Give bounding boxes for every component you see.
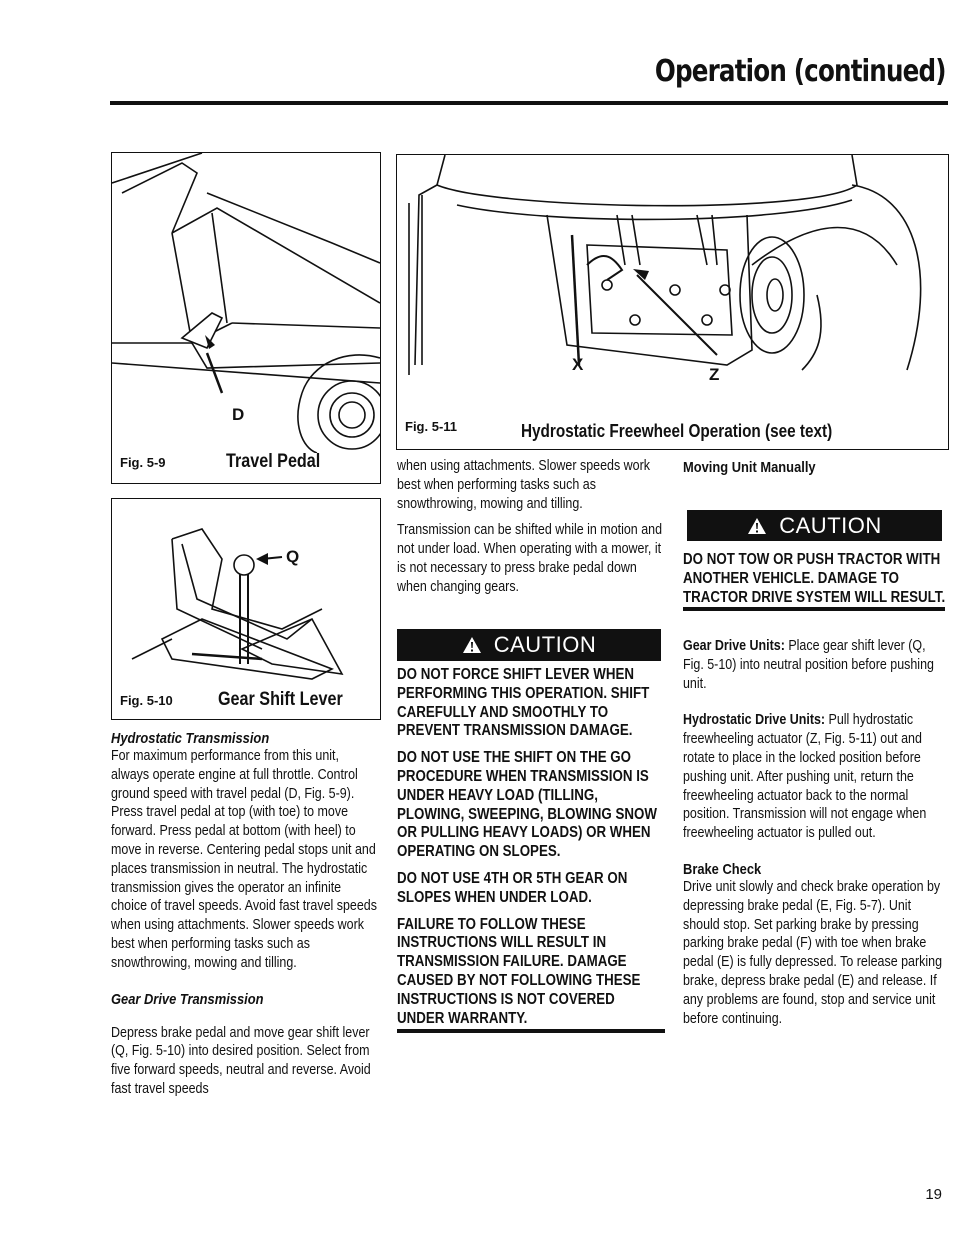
gear-drive-units-text: Place gear shift lever (Q, Fig. 5-10) into neutral position before pushing unit.	[683, 638, 934, 692]
gear-drive-transmission-text: Depress brake pedal and move gear shift lever (Q, Fig. 5-10) into desired position. Select from five forward speeds, neutral and reverse. Avoid fast travel speeds	[111, 1024, 371, 1097]
title-rule	[110, 101, 948, 105]
caution-tow-bottom-rule	[683, 607, 945, 611]
brake-check-heading: Brake Check	[683, 860, 762, 878]
caution-bar-tow	[687, 510, 942, 541]
hydrostatic-drive-units-paragraph	[683, 711, 950, 843]
freewheel-illustration	[397, 155, 948, 385]
fig-5-11-number: Fig. 5-11	[405, 419, 458, 434]
caution-label: CAUTION	[779, 513, 882, 538]
caution-tow-text: DO NOT TOW OR PUSH TRACTOR WITH ANOTHER VEHICLE. DAMAGE TO TRACTOR DRIVE SYSTEM WILL RESULT.	[683, 551, 946, 606]
label-z: Z	[709, 365, 720, 384]
warning-triangle-icon	[462, 636, 482, 654]
shifting-text: Transmission can be shifted while in motion and not under load. When operating with a mower, it is not necessary to press brake pedal down when changing gears.	[397, 522, 663, 595]
hydrostatic-transmission-text: For maximum performance from this unit, always operate engine at full throttle. Control ground speed with travel pedal (D, Fig. 5-9). Press travel pedal at top (with toe) to move forward. Press pedal at bottom (with heel) to move in reverse. Centering pedal stops unit and places transmission in neutral. The hydrostatic transmission gives the operator an infinite choice of travel speeds. Avoid fast travel speeds when using attachments. Slower speeds work best when performing tasks such as snowthrowing, mowing and tilling.	[111, 748, 377, 971]
fig-5-10-caption: Gear Shift Lever	[218, 689, 343, 710]
caution-label: CAUTION	[493, 632, 597, 657]
gear-drive-units-paragraph	[683, 637, 950, 693]
column-1	[111, 730, 378, 1099]
hydrostatic-drive-units-text: Pull hydrostatic freewheeling actuator (Z, Fig. 5-11) out and rotate to place in the locked position before pushing unit. After pushing unit, return the freewheeling actuator back to the normal position. Transmission will not engage when freewheeling actuator is pulled out.	[683, 712, 927, 842]
brake-check-text: Drive unit slowly and check brake operation by depressing brake pedal (E, Fig. 5-7). Unit should stop. Set parking brake by pressing parking brake pedal (F) with toe when brake pedal (E) is fully depressed. To release parking brake, depress brake pedal (E) and release. If any problems are found, stop and service unit before continuing.	[683, 878, 943, 1027]
gear-shift-illustration	[112, 499, 380, 689]
caution-bar-shift	[397, 629, 661, 661]
caution-shift-text-block	[397, 666, 664, 1028]
label-q: Q	[286, 547, 300, 566]
hydrostatic-transmission-heading: Hydrostatic Transmission	[111, 730, 270, 747]
figure-gear-shift-lever	[111, 498, 381, 720]
attachments-text: when using attachments. Slower speeds work best when performing tasks such as snowthrowing, mowing and tilling.	[397, 458, 651, 512]
caution-shift-3: DO NOT USE 4TH OR 5TH GEAR ON SLOPES WHEN UNDER LOAD.	[397, 869, 628, 906]
warning-triangle-icon	[747, 517, 767, 535]
fig-5-9-number: Fig. 5-9	[120, 455, 166, 470]
caution-shift-4: FAILURE TO FOLLOW THESE INSTRUCTIONS WILL RESULT IN TRANSMISSION FAILURE. DAMAGE CAUSED BY NOT FOLLOWING THESE INSTRUCTIONS IS NOT COVERED UNDER WARRANTY.	[397, 915, 641, 1027]
column-2	[397, 457, 665, 597]
label-d: D	[232, 405, 245, 424]
column-3-body	[683, 637, 950, 1028]
fig-5-10-number: Fig. 5-10	[120, 693, 173, 708]
caution-shift-2: DO NOT USE THE SHIFT ON THE GO PROCEDURE WHEN TRANSMISSION IS UNDER HEAVY LOAD (TILLING, PLOWING, SWEEPING, BLOWING SNOW OR PULLING HEAVY LOADS) OR WHEN OPERATING ON SLOPES.	[397, 749, 657, 861]
fig-5-11-caption: Hydrostatic Freewheel Operation (see text)	[521, 421, 833, 441]
hydrostatic-drive-units-label: Hydrostatic Drive Units:	[683, 712, 826, 729]
page-number: 19	[925, 1186, 942, 1203]
gear-drive-units-label: Gear Drive Units:	[683, 638, 785, 654]
travel-pedal-illustration	[112, 153, 380, 453]
label-x: X	[572, 355, 584, 374]
moving-unit-manually-heading: Moving Unit Manually	[683, 459, 816, 476]
caution-tow-text-block	[683, 551, 950, 607]
page-title: Operation (continued)	[655, 54, 946, 89]
gear-drive-transmission-heading: Gear Drive Transmission	[111, 990, 264, 1008]
caution-shift-bottom-rule	[397, 1029, 665, 1033]
caution-shift-1: DO NOT FORCE SHIFT LEVER WHEN PERFORMING THIS OPERATION. SHIFT CAREFULLY AND SMOOTHLY TO PREVENT TRANSMISSION DAMAGE.	[397, 666, 650, 740]
fig-5-9-caption: Travel Pedal	[226, 451, 321, 472]
figure-hydrostatic-freewheel	[396, 154, 949, 450]
figure-travel-pedal	[111, 152, 381, 484]
column-3-heading	[683, 459, 950, 476]
